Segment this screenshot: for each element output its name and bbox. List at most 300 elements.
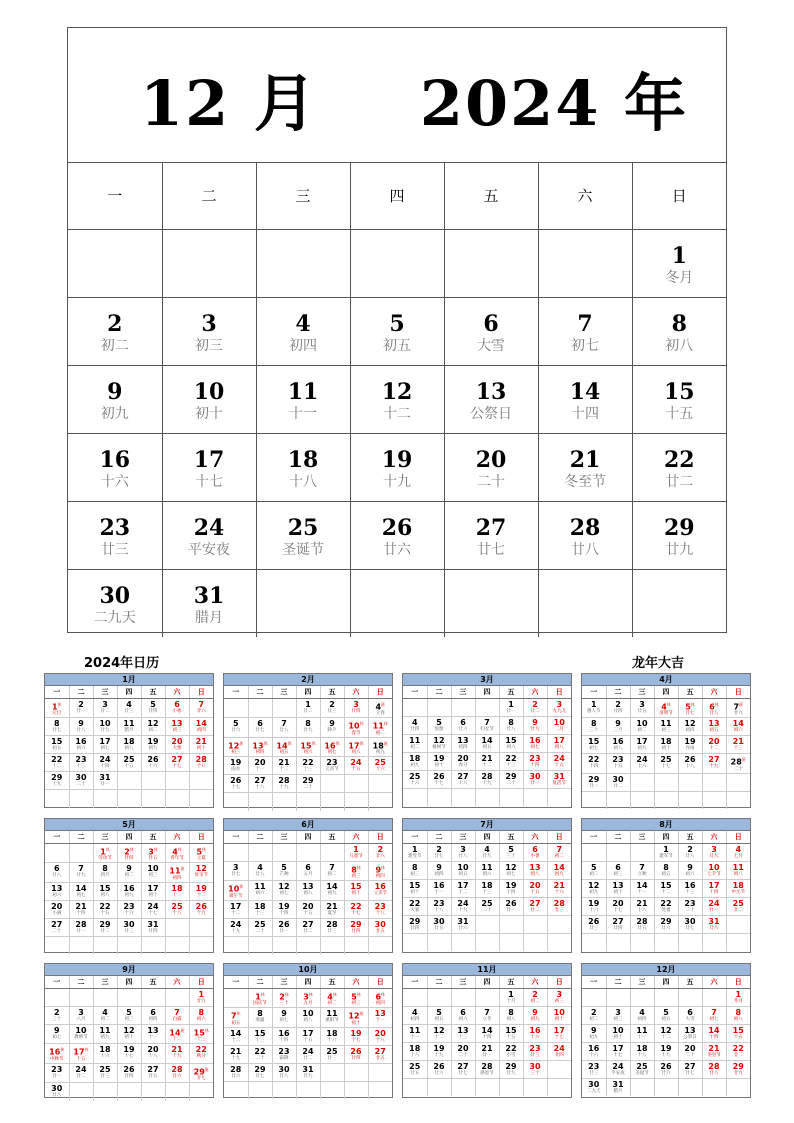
mini-lunar-label: 廿二 bbox=[733, 1052, 743, 1058]
mini-day-number: 10 bbox=[708, 862, 720, 872]
mini-day-cell bbox=[272, 1027, 296, 1045]
mini-weekday: 五 bbox=[141, 976, 165, 988]
mini-day-number: 2 bbox=[78, 699, 84, 709]
mini-day-cell bbox=[141, 936, 165, 954]
mini-lunar-label: 二九天 bbox=[587, 1088, 601, 1094]
mini-lunar-label: 大暑 bbox=[410, 907, 420, 913]
mini-lunar-label: 廿五 bbox=[410, 1070, 420, 1076]
holiday-mark: 休 bbox=[714, 701, 719, 707]
mini-lunar-label: 廿八 bbox=[458, 853, 468, 859]
mini-lunar-label: 廿二 bbox=[303, 708, 313, 714]
mini-day-number: 3 bbox=[556, 989, 563, 999]
mini-day-cell bbox=[606, 843, 630, 861]
holiday-mark: 休 bbox=[153, 846, 158, 852]
mini-day-cell bbox=[547, 1024, 571, 1042]
mini-day-number: 13 bbox=[51, 883, 63, 893]
mini-day-number: 11 bbox=[636, 1025, 648, 1035]
mini-day-number: 19 bbox=[433, 753, 445, 763]
mini-day-cell bbox=[547, 879, 571, 897]
mini-day-number: 20 bbox=[51, 901, 63, 911]
mini-lunar-label: 廿三 bbox=[124, 708, 134, 714]
mini-day-cell bbox=[427, 752, 451, 770]
mini-day-cell bbox=[224, 881, 248, 901]
mini-day-cell bbox=[427, 716, 451, 734]
mini-day-number: 23 bbox=[433, 898, 445, 908]
mini-lunar-label: 初四 bbox=[685, 728, 695, 734]
mini-weekday: 五 bbox=[320, 831, 344, 843]
mini-lunar-label: 十八 bbox=[255, 785, 265, 791]
mini-lunar-label: 初四 bbox=[434, 871, 444, 877]
mini-lunar-label: 芒种 bbox=[279, 871, 289, 877]
mini-day-number: 20 bbox=[254, 758, 266, 768]
mini-day-number: 19 bbox=[278, 901, 290, 911]
mini-lunar-label: 三月 bbox=[613, 728, 623, 734]
mini-day-cell bbox=[523, 843, 547, 861]
mini-day-number: 18 bbox=[409, 753, 421, 763]
mini-lunar-label: 小暑 bbox=[530, 853, 540, 859]
mini-day-number: 9 bbox=[126, 864, 132, 874]
mini-lunar-label: 初八 bbox=[554, 744, 564, 750]
week-row bbox=[68, 569, 726, 637]
mini-weekday: 五 bbox=[499, 831, 523, 843]
mini-day-cell bbox=[499, 788, 523, 806]
mini-lunar-label: 十八 bbox=[148, 1054, 158, 1060]
mini-lunar-label: 廿四 bbox=[124, 856, 134, 862]
mini-lunar-label: 十七 bbox=[351, 910, 361, 916]
mini-day-number: 30 bbox=[588, 1079, 600, 1089]
mini-lunar-label: 二十 bbox=[482, 907, 492, 913]
mini-day-number: 13 bbox=[457, 735, 469, 745]
mini-day-number: 4 bbox=[411, 1007, 418, 1017]
mini-day-cell bbox=[702, 879, 726, 897]
mini-day-cell bbox=[296, 861, 320, 881]
mini-lunar-label: 初六 bbox=[52, 892, 62, 898]
mini-day-cell bbox=[189, 790, 213, 808]
mini-lunar-label: 十三 bbox=[458, 1034, 468, 1040]
mini-day-number: 3 bbox=[353, 699, 359, 709]
mini-lunar-label: 廿三 bbox=[327, 928, 337, 934]
mini-day-number: 23 bbox=[529, 753, 541, 763]
mini-day-cell bbox=[272, 1063, 296, 1081]
mini-day-cell bbox=[320, 936, 344, 954]
day-cell bbox=[68, 501, 162, 569]
mini-day-cell bbox=[69, 698, 93, 718]
mini-day-number: 11 bbox=[254, 882, 266, 892]
mini-lunar-label: 四月 bbox=[100, 873, 110, 879]
mini-day-cell bbox=[451, 843, 475, 861]
mini-day-number: 25 bbox=[374, 758, 386, 768]
mini-lunar-label: 二十 bbox=[458, 1052, 468, 1058]
mini-day-cell bbox=[296, 1027, 320, 1045]
mini-day-cell bbox=[272, 843, 296, 861]
mini-lunar-label: 教师节 bbox=[74, 1034, 88, 1040]
mini-day-number: 2 bbox=[532, 699, 538, 709]
mini-day-number: 4 bbox=[257, 862, 263, 872]
mini-lunar-label: 复活节 bbox=[552, 780, 566, 786]
holiday-mark: 休 bbox=[356, 864, 361, 870]
mini-day-cell bbox=[702, 718, 726, 736]
holiday-mark: 休 bbox=[284, 991, 289, 997]
mini-lunar-label: 廿九 bbox=[303, 1073, 313, 1079]
mini-lunar-label: 廿五 bbox=[148, 1073, 158, 1079]
mini-day-cell bbox=[93, 736, 117, 754]
day-cell bbox=[632, 365, 726, 433]
mini-day-number: 2 bbox=[436, 844, 442, 854]
mini-day-cell bbox=[344, 900, 368, 918]
lunar-label: 二十 bbox=[477, 474, 505, 490]
mini-day-number: 22 bbox=[505, 753, 517, 763]
mini-day-cell bbox=[702, 754, 726, 774]
mini-day-number: 28 bbox=[326, 919, 338, 929]
mini-day-cell bbox=[165, 1024, 189, 1044]
mini-lunar-label: 十七 bbox=[613, 907, 623, 913]
mini-day-cell bbox=[403, 770, 427, 788]
mini-day-cell bbox=[630, 698, 654, 718]
mini-day-number: 16 bbox=[612, 737, 624, 747]
mini-lunar-label: 元旦 bbox=[52, 711, 62, 717]
mini-day-number: $18^班$ bbox=[372, 740, 388, 751]
mini-day-cell bbox=[296, 1008, 320, 1028]
mini-day-cell bbox=[523, 879, 547, 897]
mini-lunar-label: 初九 bbox=[375, 750, 385, 756]
day-cell bbox=[162, 297, 256, 365]
lunar-label: 十九 bbox=[383, 474, 411, 490]
mini-day-cell bbox=[368, 698, 392, 718]
mini-lunar-label: 十四 bbox=[76, 910, 86, 916]
mini-lunar-label: 初二 bbox=[637, 728, 647, 734]
mini-lunar-label: 十二 bbox=[434, 1034, 444, 1040]
mini-month bbox=[44, 963, 214, 1098]
mini-day-cell bbox=[368, 1063, 392, 1081]
mini-day-cell bbox=[320, 775, 344, 793]
mini-lunar-label: 处暑 bbox=[661, 907, 671, 913]
mini-lunar-label: 十四 bbox=[530, 762, 540, 768]
mini-day-cell bbox=[117, 936, 141, 954]
mini-day-cell bbox=[606, 988, 630, 1006]
mini-lunar-label: 十八 bbox=[410, 1052, 420, 1058]
mini-day-cell bbox=[248, 737, 272, 757]
mini-day-number: 15 bbox=[254, 1028, 266, 1038]
mini-day-cell bbox=[69, 1063, 93, 1083]
mini-day-number: $29^班$ bbox=[193, 1066, 209, 1077]
mini-lunar-label: 十九 bbox=[482, 780, 492, 786]
day-number: 3 bbox=[201, 311, 217, 337]
mini-lunar-label: 十二 bbox=[709, 746, 719, 752]
mini-lunar-label: 廿二 bbox=[100, 708, 110, 714]
mini-lunar-label: 十二 bbox=[231, 1037, 241, 1043]
mini-day-number: 18 bbox=[99, 1045, 111, 1055]
mini-day-cell bbox=[224, 1063, 248, 1081]
mini-day-cell bbox=[403, 1060, 427, 1078]
mini-day-cell bbox=[427, 897, 451, 915]
mini-day-cell bbox=[69, 1024, 93, 1044]
mini-lunar-label: 初七 bbox=[100, 746, 110, 752]
mini-day-cell bbox=[726, 773, 750, 791]
mini-day-number: $10^休$ bbox=[348, 721, 364, 731]
weekday-header: 四 bbox=[350, 163, 444, 229]
mini-day-number: 20 bbox=[171, 737, 183, 747]
mini-day-cell bbox=[678, 791, 702, 809]
mini-day-cell bbox=[368, 936, 392, 954]
mini-day-number: 8 bbox=[590, 719, 597, 729]
mini-day-cell bbox=[93, 718, 117, 736]
mini-day-cell bbox=[654, 736, 678, 754]
mini-weekday: 日 bbox=[547, 686, 571, 698]
mini-day-number: 18 bbox=[171, 883, 183, 893]
mini-day-number: 18 bbox=[326, 1028, 338, 1038]
mini-lunar-label: 十三 bbox=[76, 764, 86, 770]
mini-day-cell bbox=[499, 1042, 523, 1060]
mini-lunar-label: 十九 bbox=[661, 1052, 671, 1058]
mini-day-number: 26 bbox=[230, 776, 242, 786]
mini-day-cell bbox=[93, 1006, 117, 1024]
mini-day-number: 5 bbox=[126, 1007, 132, 1017]
mini-day-number: 1 bbox=[411, 844, 418, 854]
mini-day-number: 8 bbox=[735, 1007, 742, 1017]
mini-lunar-label: 初二 bbox=[124, 873, 134, 879]
mini-lunar-label: 十九 bbox=[52, 782, 62, 788]
mini-lunar-label: 廿七 bbox=[434, 853, 444, 859]
mini-day-number: 28 bbox=[553, 898, 565, 908]
mini-lunar-label: 十五 bbox=[733, 1034, 743, 1040]
mini-day-number: 2 bbox=[377, 844, 384, 854]
mini-weekday: 四 bbox=[117, 831, 141, 843]
month-grid bbox=[68, 163, 726, 637]
mini-day-cell bbox=[523, 770, 547, 788]
mini-day-cell bbox=[654, 988, 678, 1006]
mini-lunar-label: 廿三 bbox=[530, 1052, 540, 1058]
mini-weekday: 二 bbox=[248, 831, 272, 843]
mini-day-cell bbox=[93, 790, 117, 808]
mini-day-number: $6^休$ bbox=[375, 991, 386, 1002]
day-cell bbox=[256, 229, 350, 297]
holiday-mark: 班 bbox=[381, 701, 386, 707]
mini-day-cell bbox=[117, 754, 141, 772]
day-cell bbox=[632, 229, 726, 297]
mini-day-cell bbox=[654, 879, 678, 897]
mini-day-cell bbox=[272, 718, 296, 738]
week-row bbox=[68, 365, 726, 433]
mini-day-cell bbox=[678, 861, 702, 879]
calendar-header bbox=[68, 28, 726, 163]
mini-day-cell bbox=[141, 1006, 165, 1024]
mini-day-number: 1 bbox=[353, 844, 359, 854]
mini-day-cell bbox=[726, 1006, 750, 1024]
mini-day-number: 23 bbox=[278, 1046, 290, 1056]
mini-day-cell bbox=[499, 752, 523, 770]
mini-day-number: 7 bbox=[484, 1007, 490, 1017]
mini-day-cell bbox=[475, 788, 499, 806]
mini-day-number: 13 bbox=[612, 880, 624, 890]
mini-lunar-label: 初四 bbox=[458, 744, 468, 750]
mini-day-cell bbox=[93, 772, 117, 790]
day-number: 23 bbox=[99, 515, 131, 541]
mini-day-cell bbox=[654, 843, 678, 861]
mini-lunar-label: 初十 bbox=[554, 1016, 564, 1022]
mini-day-number: 29 bbox=[505, 771, 517, 781]
mini-lunar-label: 廿三 bbox=[124, 928, 134, 934]
mini-lunar-label: 廿九 bbox=[482, 853, 492, 859]
mini-day-cell bbox=[630, 1006, 654, 1024]
mini-day-cell bbox=[451, 752, 475, 770]
mini-lunar-label: 初三 bbox=[410, 871, 420, 877]
mini-day-number: 10 bbox=[99, 719, 111, 729]
mini-lunar-label: 初六 bbox=[303, 750, 313, 756]
mini-weekday: 日 bbox=[189, 686, 213, 698]
mini-day-cell bbox=[702, 915, 726, 933]
mini-day-number: 1 bbox=[508, 699, 514, 709]
mini-day-number: 24 bbox=[99, 755, 111, 765]
mini-day-number: 16 bbox=[123, 883, 135, 893]
mini-day-number: 20 bbox=[457, 1043, 469, 1053]
day-cell bbox=[68, 569, 162, 637]
mini-day-number: 1 bbox=[590, 699, 597, 709]
mini-lunar-label: 初八 bbox=[303, 891, 313, 897]
mini-day-number: 27 bbox=[302, 919, 314, 929]
mini-day-cell bbox=[678, 933, 702, 951]
mini-day-cell bbox=[296, 757, 320, 775]
mini-day-cell bbox=[117, 900, 141, 918]
mini-day-cell bbox=[344, 1045, 368, 1063]
mini-day-cell bbox=[726, 915, 750, 933]
mini-day-number: 29 bbox=[350, 919, 362, 929]
mini-day-cell bbox=[678, 897, 702, 915]
mini-day-cell bbox=[189, 863, 213, 883]
mini-day-cell bbox=[582, 1078, 606, 1096]
mini-lunar-label: 十四 bbox=[100, 764, 110, 770]
holiday-mark: 休 bbox=[204, 1027, 209, 1033]
mini-lunar-label: 廿八 bbox=[76, 728, 86, 734]
mini-day-cell bbox=[368, 737, 392, 757]
mini-lunar-label: 十八 bbox=[196, 764, 206, 770]
mini-weekday: 二 bbox=[606, 976, 630, 988]
mini-lunar-label: 十七 bbox=[351, 1037, 361, 1043]
day-cell bbox=[538, 433, 632, 501]
mini-day-cell bbox=[451, 988, 475, 1006]
mini-day-cell bbox=[141, 918, 165, 936]
mini-day-number: 25 bbox=[254, 919, 266, 929]
mini-day-number: $9^休$ bbox=[375, 864, 386, 875]
mini-lunar-label: 十五 bbox=[303, 1037, 313, 1043]
mini-day-cell bbox=[451, 897, 475, 915]
mini-day-cell bbox=[702, 988, 726, 1006]
mini-day-cell bbox=[678, 754, 702, 774]
mini-day-cell bbox=[117, 698, 141, 718]
mini-day-cell bbox=[69, 754, 93, 772]
mini-day-cell bbox=[547, 1060, 571, 1078]
day-cell bbox=[162, 569, 256, 637]
mini-day-cell bbox=[702, 897, 726, 915]
mini-day-cell bbox=[678, 1042, 702, 1060]
weekday-header: 五 bbox=[444, 163, 538, 229]
mini-lunar-label: 初十 bbox=[196, 746, 206, 752]
mini-day-number: 5 bbox=[590, 862, 597, 872]
mini-lunar-label: 初八 bbox=[530, 871, 540, 877]
mini-day-cell bbox=[45, 1024, 69, 1044]
mini-day-number: 16 bbox=[529, 735, 541, 745]
mini-day-number: 1 bbox=[305, 699, 311, 709]
mini-lunar-label: 廿二 bbox=[100, 928, 110, 934]
mini-day-cell bbox=[630, 773, 654, 791]
mini-lunar-label: 二月 bbox=[554, 726, 564, 732]
mini-day-number: $5^休$ bbox=[351, 991, 361, 1002]
week-row bbox=[68, 433, 726, 501]
mini-day-cell bbox=[320, 1081, 344, 1099]
mini-weekday: 一 bbox=[582, 831, 606, 843]
mini-lunar-label: 初三 bbox=[124, 1016, 134, 1022]
mini-lunar-label: 十七 bbox=[613, 1052, 623, 1058]
mini-day-number: $17^休$ bbox=[348, 740, 364, 751]
weekday-header: 三 bbox=[256, 163, 350, 229]
mini-day-cell bbox=[654, 718, 678, 736]
lunar-label: 冬月 bbox=[665, 270, 694, 286]
mini-day-number: 8 bbox=[663, 862, 669, 872]
mini-lunar-label: 廿三 bbox=[554, 907, 564, 913]
mini-lunar-label: 十七 bbox=[554, 1034, 564, 1040]
mini-lunar-label: 十六 bbox=[327, 1037, 337, 1043]
mini-day-number: $4^班$ bbox=[375, 701, 386, 712]
mini-lunar-label: 小雪 bbox=[506, 1052, 516, 1058]
mini-day-number: 12 bbox=[278, 882, 290, 892]
mini-day-cell bbox=[165, 936, 189, 954]
mini-day-cell bbox=[475, 1006, 499, 1024]
mini-day-cell bbox=[403, 698, 427, 716]
mini-day-cell bbox=[296, 737, 320, 757]
lunar-label: 廿八 bbox=[571, 542, 599, 558]
mini-day-number: 27 bbox=[171, 755, 183, 765]
day-number: 7 bbox=[577, 311, 593, 337]
mini-day-cell bbox=[224, 737, 248, 757]
mini-day-cell bbox=[117, 882, 141, 900]
mini-lunar-label: 廿七 bbox=[685, 1070, 695, 1076]
mini-day-number: 16 bbox=[278, 1028, 290, 1038]
mini-day-number: $10^休$ bbox=[228, 884, 244, 894]
mini-day-cell bbox=[451, 915, 475, 933]
mini-day-cell bbox=[93, 1024, 117, 1044]
mini-day-cell bbox=[69, 772, 93, 790]
mini-lunar-label: 平安夜 bbox=[611, 1070, 625, 1076]
mini-lunar-label: 初二 bbox=[327, 871, 337, 877]
mini-day-number: 12 bbox=[147, 719, 159, 729]
mini-lunar-label: 廿一 bbox=[100, 782, 110, 788]
mini-weekday: 日 bbox=[726, 686, 750, 698]
mini-day-number: 20 bbox=[708, 737, 720, 747]
mini-day-cell bbox=[678, 718, 702, 736]
mini-day-cell bbox=[165, 790, 189, 808]
mini-day-cell bbox=[630, 915, 654, 933]
mini-day-cell bbox=[547, 897, 571, 915]
mini-lunar-label: 十月 bbox=[506, 998, 516, 1004]
mini-day-cell bbox=[499, 897, 523, 915]
mini-lunar-label: 十七 bbox=[124, 1054, 134, 1060]
mini-day-number: 29 bbox=[409, 916, 421, 926]
mini-day-number: 22 bbox=[588, 755, 600, 765]
mini-day-number: $17^休$ bbox=[73, 1047, 89, 1057]
mini-day-cell bbox=[702, 1024, 726, 1042]
day-cell bbox=[632, 569, 726, 637]
mini-lunar-label: 初四 bbox=[410, 1016, 420, 1022]
mini-day-cell bbox=[582, 1006, 606, 1024]
mini-day-cell bbox=[451, 1060, 475, 1078]
mini-weekday: 日 bbox=[726, 976, 750, 988]
mini-day-number: 25 bbox=[99, 1064, 111, 1074]
mini-day-cell bbox=[296, 1081, 320, 1099]
mini-lunar-label: 十一 bbox=[375, 1018, 385, 1024]
mini-lunar-label: 十四 bbox=[482, 1034, 492, 1040]
mini-weekday: 三 bbox=[630, 976, 654, 988]
mini-day-cell bbox=[272, 775, 296, 793]
mini-day-number: 30 bbox=[374, 919, 386, 929]
